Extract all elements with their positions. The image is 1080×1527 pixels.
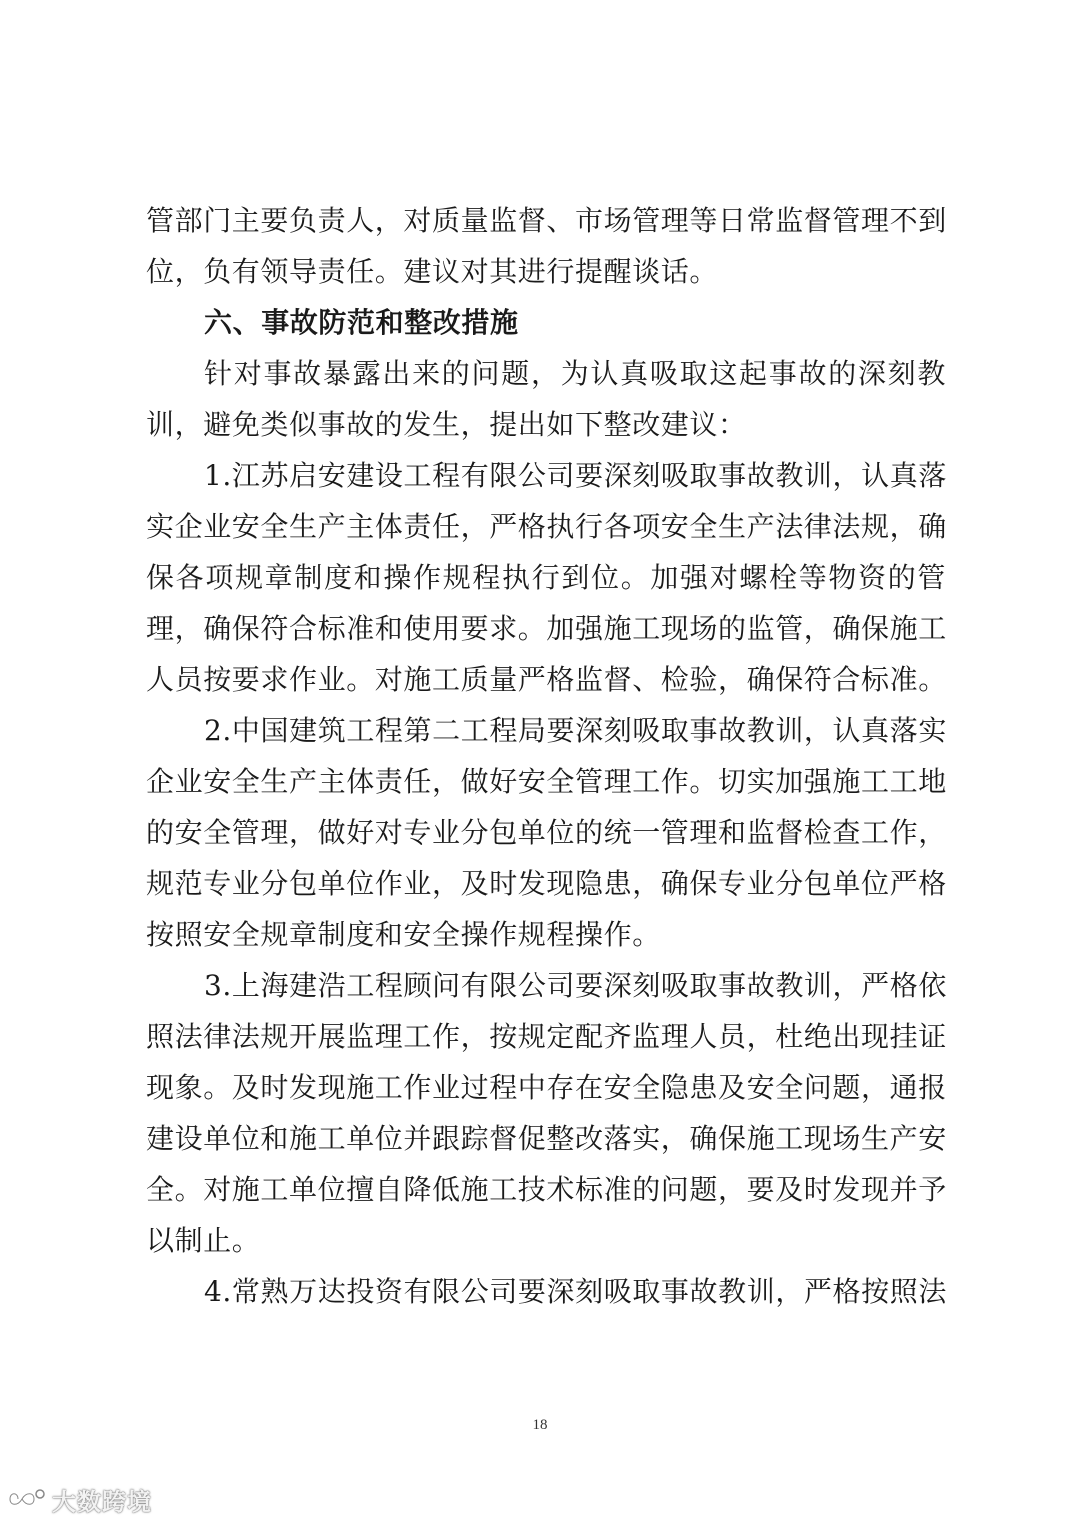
paragraph-line: 以制止。 <box>146 1224 261 1257</box>
paragraph-line: 保各项规章制度和操作规程执行到位。加强对螺栓等物资的管 <box>146 561 946 594</box>
paragraph-line: 1.江苏启安建设工程有限公司要深刻吸取事故教训，认真落 <box>204 459 947 492</box>
watermark <box>8 1482 152 1516</box>
section-heading: 六、事故防范和整改措施 <box>204 306 519 339</box>
paragraph-line: 现象。及时发现施工作业过程中存在安全隐患及安全问题，通报 <box>146 1071 947 1104</box>
paragraph-line: 理，确保符合标准和使用要求。加强施工现场的监管，确保施工 <box>146 612 947 645</box>
paragraph-line: 训，避免类似事故的发生，提出如下整改建议： <box>146 408 747 441</box>
paragraph-line: 针对事故暴露出来的问题，为认真吸取这起事故的深刻教 <box>204 357 946 390</box>
paragraph-line: 的安全管理，做好对专业分包单位的统一管理和监督检查工作， <box>146 816 947 849</box>
paragraph-line: 全。对施工单位擅自降低施工技术标准的问题，要及时发现并予 <box>146 1173 947 1206</box>
paragraph-line: 人员按要求作业。对施工质量严格监督、检验，确保符合标准。 <box>146 663 947 696</box>
paragraph-line: 规范专业分包单位作业，及时发现隐患，确保专业分包单位严格 <box>146 867 947 900</box>
paragraph-line: 3.上海建浩工程顾问有限公司要深刻吸取事故教训，严格依 <box>204 969 947 1002</box>
document-body <box>146 195 946 1317</box>
paragraph-line: 照法律法规开展监理工作，按规定配齐监理人员，杜绝出现挂证 <box>146 1020 947 1053</box>
paragraph-line: 4.常熟万达投资有限公司要深刻吸取事故教训，严格按照法 <box>204 1275 947 1308</box>
paragraph-line: 管部门主要负责人，对质量监督、市场管理等日常监督管理不到 <box>146 204 947 237</box>
paragraph-line: 2.中国建筑工程第二工程局要深刻吸取事故教训，认真落实 <box>204 714 947 747</box>
paragraph-line: 企业安全生产主体责任，做好安全管理工作。切实加强施工工地 <box>146 765 947 798</box>
paragraph-line: 实企业安全生产主体责任，严格执行各项安全生产法律法规，确 <box>146 510 947 543</box>
infinity-loop-logo-icon <box>8 1485 46 1513</box>
paragraph-line: 位，负有领导责任。建议对其进行提醒谈话。 <box>146 255 719 288</box>
paragraph-line: 按照安全规章制度和安全操作规程操作。 <box>146 918 661 951</box>
paragraph-line: 建设单位和施工单位并跟踪督促整改落实，确保施工现场生产安 <box>146 1122 947 1155</box>
page-number: 18 <box>532 1417 548 1433</box>
watermark-text: 大数跨境 <box>52 1487 152 1516</box>
